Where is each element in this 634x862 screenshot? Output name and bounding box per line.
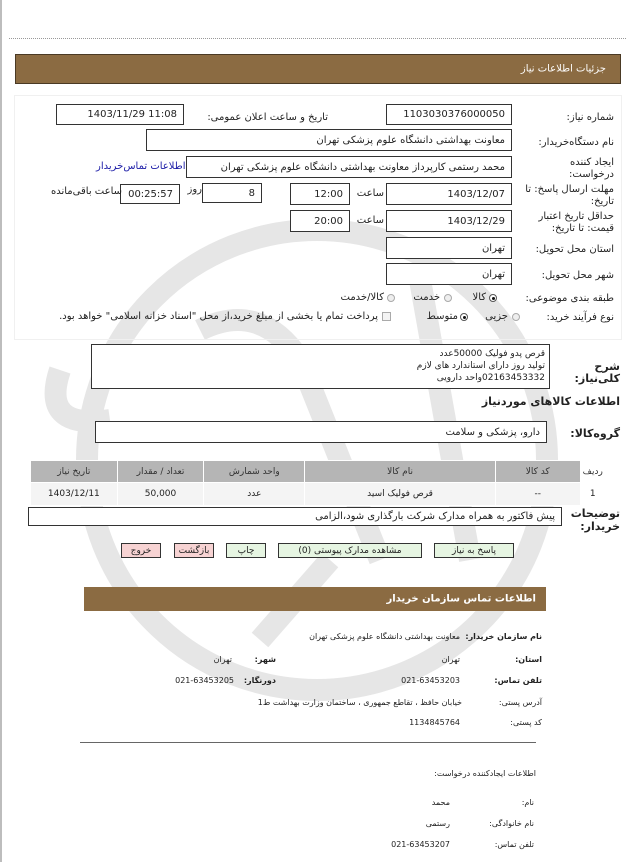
category-option-service: خدمت — [413, 292, 440, 303]
contact-header-bar — [84, 587, 546, 611]
contact-phone: 021-63453203 — [401, 676, 460, 685]
back-button[interactable]: بازگشت — [174, 543, 214, 558]
category-option-goods: کالا — [472, 292, 486, 303]
category-option-goods-service: کالا/خدمت — [340, 292, 384, 303]
category-label: طبقه بندی موضوعی: — [525, 293, 614, 304]
table-row — [31, 483, 606, 506]
page-title: جزئیات اطلاعات نیاز — [520, 63, 606, 75]
description-line: قرص پدو فولیک 50000عدد — [439, 349, 545, 359]
cell-date: 1403/12/11 — [31, 483, 118, 506]
col-name: نام کالا — [305, 461, 496, 483]
process-option-medium: متوسط — [426, 311, 458, 322]
col-unit: واحد شمارش — [204, 461, 305, 483]
deadline-label: مهلت ارسال پاسخ: تا تاریخ: — [525, 184, 614, 207]
creator-first-name-label: نام: — [521, 798, 534, 807]
goods-group-label: گروه‌کالا: — [570, 427, 620, 440]
cell-row: 1 — [580, 483, 605, 506]
page-header-bar — [15, 54, 621, 84]
treasury-checkbox[interactable] — [382, 312, 391, 321]
creator-last-name: رستمی — [425, 819, 450, 828]
cell-code: -- — [495, 483, 580, 506]
province-label: استان محل تحویل: — [535, 244, 614, 255]
announce-label: تاریخ و ساعت اعلان عمومی: — [207, 112, 328, 123]
category-radio-service[interactable] — [444, 294, 452, 302]
cell-unit: عدد — [204, 483, 305, 506]
creator-phone: 021-63453207 — [391, 840, 450, 849]
contact-postal-label: کد پستی: — [510, 718, 542, 727]
need-number-field: 1103030376000050 — [386, 104, 512, 125]
contact-city: تهران — [213, 655, 232, 664]
deadline-time-field: 12:00 — [290, 183, 350, 205]
city-label: شهر محل تحویل: — [541, 270, 614, 281]
contact-divider — [80, 742, 536, 743]
category-radio-goods[interactable] — [489, 294, 497, 302]
buyer-notes-field: پیش فاکتور به همراه مدارک شرکت بارگذاری شود،الزامی — [28, 507, 562, 526]
process-radio-medium[interactable] — [460, 313, 468, 321]
city-field: تهران — [386, 263, 512, 285]
contact-province-label: استان: — [515, 655, 542, 664]
respond-button[interactable]: پاسخ به نیاز — [434, 543, 514, 558]
col-qty: تعداد / مقدار — [117, 461, 204, 483]
time-remaining-label: ساعت باقی‌مانده — [50, 186, 122, 197]
dotted-divider — [9, 38, 626, 39]
days-remaining-field: 8 — [202, 183, 262, 203]
buyer-notes-label: توضیحات خریدار: — [570, 507, 620, 533]
creator-label: ایجاد کننده درخواست: — [569, 157, 614, 180]
buyer-org-field: معاونت بهداشتی دانشگاه علوم پزشکی تهران — [146, 129, 512, 151]
contact-org: معاونت بهداشتی دانشگاه علوم پزشکی تهران — [309, 632, 460, 641]
validity-label: حداقل تاریخ اعتبار قیمت: تا تاریخ: — [538, 211, 614, 234]
creator-field: محمد رستمی کارپرداز معاونت بهداشتی دانشگاه علوم پزشکی تهران — [186, 156, 512, 178]
contact-address-label: آدرس پستی: — [498, 698, 542, 707]
creator-phone-label: تلفن تماس: — [494, 840, 534, 849]
page-left-border — [0, 0, 2, 862]
cell-name: قرص فولیک اسید — [305, 483, 496, 506]
process-label: نوع فرآیند خرید: — [546, 312, 614, 323]
announce-datetime-field: 1403/11/29 11:08 — [56, 104, 184, 125]
contact-title: اطلاعات تماس سازمان خریدار — [386, 593, 536, 605]
description-label: شرح کلی‌نیاز: — [574, 360, 620, 385]
contact-province: تهران — [441, 655, 460, 664]
need-number-label: شماره نیاز: — [566, 112, 614, 123]
treasury-note: پرداخت تمام یا بخشی از مبلغ خرید،از محل "اسناد خزانه اسلامی" خواهد بود. — [59, 311, 378, 322]
goods-section-title: اطلاعات کالاهای موردنیاز — [481, 395, 620, 408]
buyer-contact-link[interactable]: اطلاعات تماس‌خریدار — [96, 161, 186, 172]
contact-fax-label: دورنگار: — [243, 676, 276, 685]
contact-org-label: نام سازمان خریدار: — [465, 632, 542, 641]
col-date: تاریخ نیاز — [31, 461, 118, 483]
process-option-minor: جزیی — [485, 311, 508, 322]
description-line: 02163453332واحد دارویی — [436, 373, 545, 383]
exit-button[interactable]: خروج — [121, 543, 161, 558]
cell-qty: 50,000 — [117, 483, 204, 506]
contact-address: خیابان حافظ ، تقاطع جمهوری ، ساختمان وزارت بهداشت ط1 — [257, 698, 462, 707]
province-field: تهران — [386, 237, 512, 259]
creator-info-title: اطلاعات ایجادکننده درخواست: — [434, 769, 536, 778]
creator-last-name-label: نام خانوادگی: — [489, 819, 534, 828]
description-line: تولید روز دارای استاندارد های لازم — [416, 361, 545, 371]
goods-table-header — [31, 461, 606, 483]
description-box — [91, 344, 550, 389]
validity-time-field: 20:00 — [290, 210, 350, 232]
days-label: روز — [187, 184, 202, 195]
col-row: ردیف — [580, 461, 605, 483]
contact-phone-label: تلفن تماس: — [494, 676, 542, 685]
time-remaining-field: 00:25:57 — [120, 184, 180, 204]
validity-date-field: 1403/12/29 — [386, 210, 512, 232]
process-radio-minor[interactable] — [512, 313, 520, 321]
category-radio-goods-service[interactable] — [387, 294, 395, 302]
col-code: کد کالا — [495, 461, 580, 483]
attachments-button[interactable]: مشاهده مدارک پیوستی (0) — [278, 543, 422, 558]
validity-time-label: ساعت — [356, 215, 384, 226]
deadline-time-label: ساعت — [356, 188, 384, 199]
contact-postal: 1134845764 — [409, 718, 460, 727]
deadline-date-field: 1403/12/07 — [386, 183, 512, 205]
print-button[interactable]: چاپ — [226, 543, 266, 558]
creator-first-name: محمد — [431, 798, 450, 807]
contact-fax: 021-63453205 — [175, 676, 234, 685]
contact-city-label: شهر: — [254, 655, 276, 664]
goods-table — [30, 460, 606, 506]
buyer-org-label: نام دستگاه‌خریدار: — [538, 137, 614, 148]
goods-group-field: دارو، پزشکی و سلامت — [95, 421, 547, 443]
